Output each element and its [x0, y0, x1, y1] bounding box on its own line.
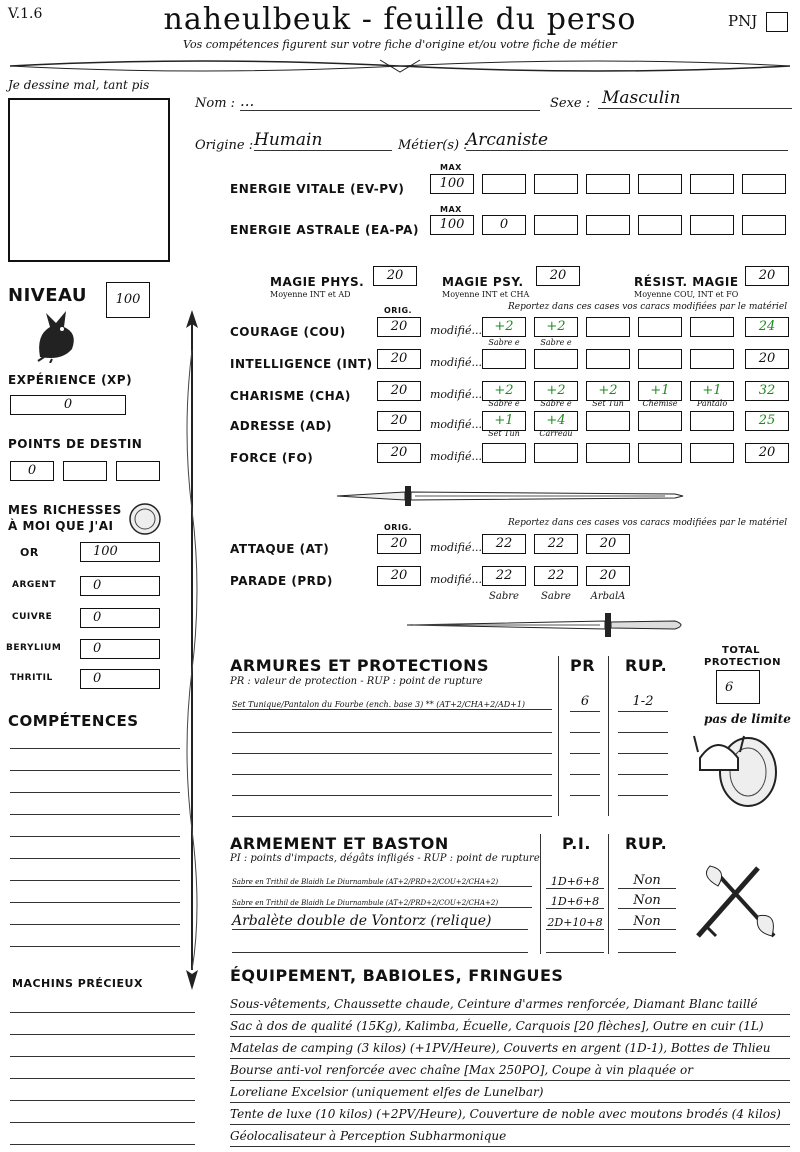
- armement-divider-1: [540, 834, 541, 954]
- combat-src-1: Sabre: [489, 591, 519, 602]
- version-label: V.1.6: [8, 6, 43, 22]
- arme-row-name[interactable]: Sabre en Trithil de Blaidh Le Diurnambule (AT+2/PRD+2/COU+2/CHA+2): [232, 899, 532, 908]
- ea-label: ENERGIE ASTRALE (EA-PA): [230, 223, 419, 237]
- competence-line[interactable]: [10, 792, 180, 793]
- ea-box-6[interactable]: [690, 215, 734, 235]
- or-box[interactable]: 100: [80, 542, 160, 562]
- armure-rup-line[interactable]: [618, 753, 668, 754]
- int-box-4[interactable]: [638, 349, 682, 369]
- magie-phys-sub: Moyenne INT et AD: [270, 290, 351, 299]
- armures-sub: PR : valeur de protection - RUP : point de rupture: [230, 676, 483, 687]
- magie-psy-label: MAGIE PSY.: [442, 275, 524, 289]
- ev-box-6[interactable]: [690, 174, 734, 194]
- combat-src-2: Sabre: [541, 591, 571, 602]
- int-total[interactable]: 20: [745, 349, 789, 369]
- fo-box-3[interactable]: [586, 443, 630, 463]
- armure-pr-line[interactable]: [570, 753, 600, 754]
- armure-row-pr[interactable]: 6: [570, 693, 600, 712]
- equipement-line[interactable]: Sac à dos de qualité (15Kg), Kalimba, Écuelle, Carquois [20 flèches], Outre en cuir (1L): [230, 1016, 790, 1037]
- total-protection-label-2: PROTECTION: [704, 657, 781, 668]
- prd-box-3[interactable]: 20: [586, 566, 630, 586]
- prd-modifie: modifié...: [430, 573, 482, 586]
- fo-box-4[interactable]: [638, 443, 682, 463]
- sword-icon: [335, 478, 685, 514]
- equipement-line[interactable]: Bourse anti-vol renforcée avec chaîne [Max 250PO], Coupe à vin plaquée or: [230, 1060, 790, 1081]
- armure-line[interactable]: [232, 774, 552, 775]
- cha-bonus-4-src: Chemise: [642, 399, 678, 408]
- armure-rup-line[interactable]: [618, 795, 668, 796]
- total-protection-label-1: TOTAL: [722, 645, 760, 656]
- arme-row-pi[interactable]: 1D+6+8: [546, 875, 604, 889]
- cuivre-box[interactable]: 0: [80, 608, 160, 628]
- fo-box-2[interactable]: [534, 443, 578, 463]
- weapons-icon: [688, 856, 784, 948]
- ev-box-2[interactable]: [482, 174, 526, 194]
- or-label: OR: [20, 546, 39, 559]
- combat-report-note: Reportez dans ces cases vos caracs modifiées par le matériel: [508, 518, 788, 528]
- pas-de-limite: pas de limite: [704, 712, 791, 726]
- ad-bonus-1[interactable]: +1: [482, 411, 526, 431]
- cou-box-4[interactable]: [638, 317, 682, 337]
- page-title: naheulbeuk - feuille du perso: [163, 2, 637, 37]
- armement-pi-label: P.I.: [562, 834, 591, 853]
- combat-src-3: ArbalA: [590, 591, 626, 602]
- ad-box-3[interactable]: [586, 411, 630, 431]
- arme-row-name[interactable]: Sabre en Trithil de Blaidh Le Diurnambule (AT+2/PRD+2/COU+2/CHA+2): [232, 878, 532, 887]
- competence-line[interactable]: [10, 924, 180, 925]
- destin-box-2[interactable]: [63, 461, 107, 481]
- at-box-1[interactable]: 22: [482, 534, 526, 554]
- armures-title: ARMURES ET PROTECTIONS: [230, 656, 489, 675]
- int-box-1[interactable]: [482, 349, 526, 369]
- arme-row-rup[interactable]: Non: [618, 873, 676, 889]
- portrait-caption: Je dessine mal, tant pis: [8, 78, 150, 92]
- resist-label: RÉSIST. MAGIE: [634, 275, 739, 289]
- equipement-line[interactable]: Matelas de camping (3 kilos) (+1PV/Heure), Couverts en argent (1D-1), Bottes de Thlieu: [230, 1038, 790, 1059]
- ev-max-box[interactable]: 100: [430, 174, 474, 194]
- armure-rup-line[interactable]: [618, 732, 668, 733]
- magie-psy-box[interactable]: 20: [536, 266, 580, 286]
- destin-box-1[interactable]: 0: [10, 461, 54, 481]
- at-box-3[interactable]: 20: [586, 534, 630, 554]
- cou-bonus-2-src: Sabre e: [540, 338, 572, 347]
- pnj-checkbox[interactable]: [766, 12, 788, 32]
- machin-line[interactable]: [10, 1034, 195, 1035]
- competences-label: COMPÉTENCES: [8, 712, 139, 730]
- armement-sub: PI : points d'impacts, dégâts infligés - RUP : point de rupture: [230, 853, 540, 864]
- cha-bonus-1-src: Sabre e: [488, 399, 520, 408]
- arme-row-name[interactable]: Arbalète double de Vontorz (relique): [232, 913, 528, 930]
- cha-bonus-4[interactable]: +1: [638, 381, 682, 401]
- machin-line[interactable]: [10, 1122, 195, 1123]
- at-box-2[interactable]: 22: [534, 534, 578, 554]
- ad-bonus-2[interactable]: +4: [534, 411, 578, 431]
- argent-label: ARGENT: [12, 580, 57, 590]
- helmet-shield-icon: [692, 728, 782, 812]
- cha-label: CHARISME (CHA): [230, 389, 351, 403]
- equipement-line[interactable]: Tente de luxe (10 kilos) (+2PV/Heure), Couverture de noble avec moutons brodés (4 kilos): [230, 1104, 790, 1125]
- cou-box-5[interactable]: [690, 317, 734, 337]
- cha-bonus-2-src: Sabre e: [540, 399, 572, 408]
- arme-row-rup[interactable]: Non: [618, 914, 676, 930]
- armure-line[interactable]: [232, 795, 552, 796]
- origine-label: Origine :: [195, 138, 254, 153]
- ev-max-label: MAX: [440, 163, 462, 172]
- armement-rup-label: RUP.: [625, 834, 668, 853]
- fo-label: FORCE (FO): [230, 451, 314, 465]
- machin-line[interactable]: [10, 1056, 195, 1057]
- magie-phys-label: MAGIE PHYS.: [270, 275, 365, 289]
- ea-box-3[interactable]: [534, 215, 578, 235]
- equipement-title: ÉQUIPEMENT, BABIOLES, FRINGUES: [230, 966, 564, 985]
- int-box-2[interactable]: [534, 349, 578, 369]
- caracs-report-note: Reportez dans ces cases vos caracs modifiées par le matériel: [508, 302, 788, 312]
- coin-icon: [128, 502, 162, 536]
- metier-value[interactable]: Arcaniste: [466, 130, 788, 151]
- ad-bonus-1-src: Set Tun: [488, 429, 520, 438]
- prd-box-2[interactable]: 22: [534, 566, 578, 586]
- page-subtitle: Vos compétences figurent sur votre fiche d'origine et/ou votre fiche de métier: [183, 38, 617, 51]
- nom-label: Nom :: [195, 96, 236, 111]
- berylium-label: BERYLIUM: [6, 643, 62, 653]
- competence-line[interactable]: [10, 858, 180, 859]
- ea-box-4[interactable]: [586, 215, 630, 235]
- competence-line[interactable]: [10, 902, 180, 903]
- thritil-label: THRITIL: [10, 673, 53, 683]
- int-label: INTELLIGENCE (INT): [230, 357, 373, 371]
- resist-sub: Moyenne COU, INT et FO: [634, 290, 739, 299]
- armures-pr-label: PR: [570, 656, 596, 675]
- sexe-value[interactable]: Masculin: [598, 88, 792, 109]
- arme-row-rup[interactable]: Non: [618, 893, 676, 909]
- resist-box[interactable]: 20: [745, 266, 789, 286]
- ad-total[interactable]: 25: [745, 411, 789, 431]
- int-modifie: modifié...: [430, 356, 482, 369]
- cha-bonus-1[interactable]: +2: [482, 381, 526, 401]
- ad-bonus-2-src: Carreau: [539, 429, 573, 438]
- int-box-5[interactable]: [690, 349, 734, 369]
- ev-box-5[interactable]: [638, 174, 682, 194]
- ad-box-5[interactable]: [690, 411, 734, 431]
- int-orig-box[interactable]: 20: [377, 349, 421, 369]
- ea-box-5[interactable]: [638, 215, 682, 235]
- magie-phys-box[interactable]: 20: [373, 266, 417, 286]
- cou-bonus-1-src: Sabre e: [488, 338, 520, 347]
- cha-bonus-3[interactable]: +2: [586, 381, 630, 401]
- cha-bonus-3-src: Set Tun: [592, 399, 624, 408]
- sword-icon: [405, 605, 690, 645]
- cha-bonus-5[interactable]: +1: [690, 381, 734, 401]
- cha-orig-box[interactable]: 20: [377, 381, 421, 401]
- destin-label: POINTS DE DESTIN: [8, 437, 143, 451]
- arme-row-pi[interactable]: 2D+10+8: [547, 916, 603, 929]
- cou-total[interactable]: 24: [745, 317, 789, 337]
- cuivre-label: CUIVRE: [12, 612, 53, 622]
- portrait-box[interactable]: [8, 98, 170, 262]
- armement-divider-2: [608, 834, 609, 954]
- nom-value[interactable]: ...: [240, 92, 540, 111]
- richesses-label-2: À MOI QUE J'AI: [8, 519, 114, 533]
- competence-line[interactable]: [10, 770, 180, 771]
- prd-box-1[interactable]: 22: [482, 566, 526, 586]
- niveau-box[interactable]: 100: [106, 282, 150, 318]
- armure-pr-line[interactable]: [570, 795, 600, 796]
- cha-bonus-5-src: Pantalo: [696, 399, 728, 408]
- armures-rup-label: RUP.: [625, 656, 668, 675]
- ad-label: ADRESSE (AD): [230, 419, 333, 433]
- ad-orig-box[interactable]: 20: [377, 411, 421, 431]
- ea-max-box[interactable]: 100: [430, 215, 474, 235]
- ev-label: ENERGIE VITALE (EV-PV): [230, 182, 405, 196]
- prd-orig-box[interactable]: 20: [377, 566, 421, 586]
- armure-pr-line[interactable]: [570, 732, 600, 733]
- arme-pi-line[interactable]: [546, 952, 604, 953]
- machins-label: MACHINS PRÉCIEUX: [12, 977, 143, 990]
- destin-box-3[interactable]: [116, 461, 160, 481]
- metier-label: Métier(s) :: [398, 138, 468, 153]
- argent-box[interactable]: 0: [80, 576, 160, 596]
- armures-divider-2: [608, 656, 609, 816]
- cou-box-3[interactable]: [586, 317, 630, 337]
- cou-label: COURAGE (COU): [230, 325, 346, 339]
- machin-line[interactable]: [10, 1012, 195, 1013]
- int-box-3[interactable]: [586, 349, 630, 369]
- cou-modifie: modifié...: [430, 324, 482, 337]
- at-orig-box[interactable]: 20: [377, 534, 421, 554]
- total-protection-box[interactable]: 6: [716, 670, 760, 704]
- ad-modifie: modifié...: [430, 418, 482, 431]
- arme-row-pi[interactable]: 1D+6+8: [546, 895, 604, 909]
- caracs-orig-label: ORIG.: [384, 306, 413, 315]
- equipement-line[interactable]: Géolocalisateur à Perception Subharmonique: [230, 1126, 790, 1147]
- ev-box-3[interactable]: [534, 174, 578, 194]
- sexe-label: Sexe :: [550, 96, 591, 111]
- fo-orig-box[interactable]: 20: [377, 443, 421, 463]
- armure-line[interactable]: [232, 732, 552, 733]
- cha-total[interactable]: 32: [745, 381, 789, 401]
- competence-line[interactable]: [10, 814, 180, 815]
- competence-line[interactable]: [10, 748, 180, 749]
- armure-pr-line[interactable]: [570, 774, 600, 775]
- niveau-label: NIVEAU: [8, 285, 87, 306]
- experience-box[interactable]: 0: [10, 395, 126, 415]
- equipement-line[interactable]: Loreliane Excelsior (uniquement elfes de Lunelbar): [230, 1082, 790, 1103]
- ev-box-7[interactable]: [742, 174, 786, 194]
- machin-line[interactable]: [10, 1144, 195, 1145]
- dragon-icon: [32, 305, 82, 363]
- ea-current-box[interactable]: 0: [482, 215, 526, 235]
- pnj-label: PNJ: [728, 12, 758, 30]
- fo-box-1[interactable]: [482, 443, 526, 463]
- spear-ornament: [180, 310, 204, 990]
- fo-total[interactable]: 20: [745, 443, 789, 463]
- ea-max-label: MAX: [440, 205, 462, 214]
- at-label: ATTAQUE (AT): [230, 542, 330, 556]
- armures-divider-1: [558, 656, 559, 816]
- armement-title: ARMEMENT ET BASTON: [230, 834, 449, 853]
- ea-box-7[interactable]: [742, 215, 786, 235]
- competence-line[interactable]: [10, 946, 180, 947]
- fo-box-5[interactable]: [690, 443, 734, 463]
- header-ornament: [0, 54, 800, 78]
- fo-modifie: modifié...: [430, 450, 482, 463]
- prd-label: PARADE (PRD): [230, 574, 333, 588]
- armure-row-rup[interactable]: 1-2: [618, 693, 668, 712]
- machin-line[interactable]: [10, 1078, 195, 1079]
- cou-orig-box[interactable]: 20: [377, 317, 421, 337]
- machin-line[interactable]: [10, 1100, 195, 1101]
- berylium-box[interactable]: 0: [80, 639, 160, 659]
- arme-rup-line[interactable]: [618, 952, 676, 953]
- magie-psy-sub: Moyenne INT et CHA: [442, 290, 530, 299]
- ad-box-4[interactable]: [638, 411, 682, 431]
- cou-bonus-1[interactable]: +2: [482, 317, 526, 337]
- armure-row-name[interactable]: Set Tunique/Pantalon du Fourbe (ench. base 3) ** (AT+2/CHA+2/AD+1): [232, 700, 552, 710]
- competence-line[interactable]: [10, 836, 180, 837]
- experience-label: EXPÉRIENCE (XP): [8, 373, 133, 387]
- ev-box-4[interactable]: [586, 174, 630, 194]
- armure-rup-line[interactable]: [618, 774, 668, 775]
- armure-line[interactable]: [232, 816, 552, 817]
- arme-line[interactable]: [232, 952, 528, 953]
- cha-modifie: modifié...: [430, 388, 482, 401]
- armure-line[interactable]: [232, 753, 552, 754]
- thritil-box[interactable]: 0: [80, 669, 160, 689]
- origine-value[interactable]: Humain: [254, 130, 392, 151]
- richesses-label-1: MES RICHESSES: [8, 503, 122, 517]
- at-modifie: modifié...: [430, 541, 482, 554]
- competence-line[interactable]: [10, 880, 180, 881]
- equipement-line[interactable]: Sous-vêtements, Chaussette chaude, Ceinture d'armes renforcée, Diamant Blanc taillé: [230, 994, 790, 1015]
- cha-bonus-2[interactable]: +2: [534, 381, 578, 401]
- cou-bonus-2[interactable]: +2: [534, 317, 578, 337]
- combat-orig-label: ORIG.: [384, 523, 413, 532]
